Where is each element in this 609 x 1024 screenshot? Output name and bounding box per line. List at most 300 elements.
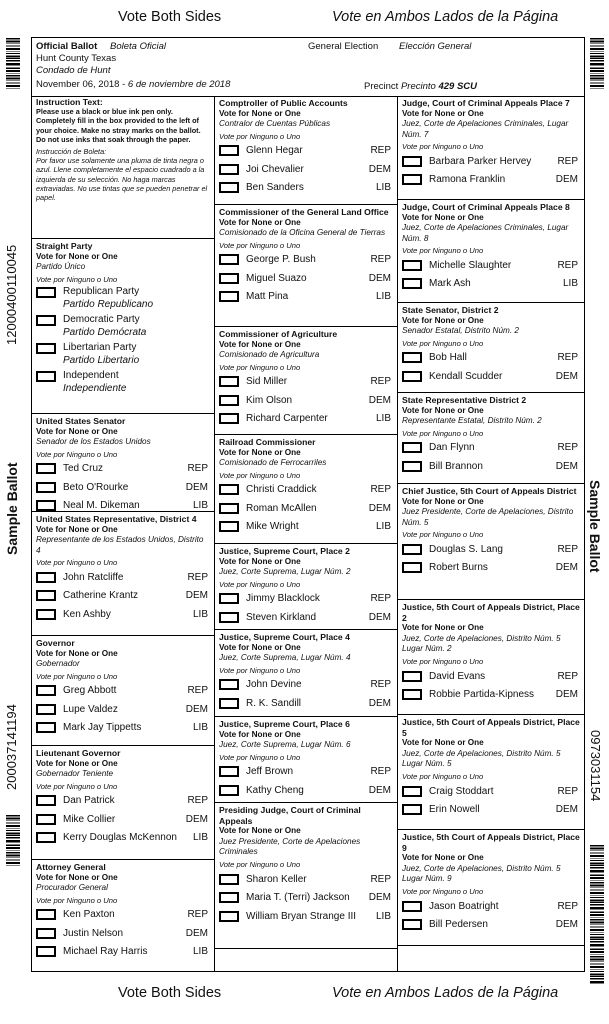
ballot-column-3: [398, 96, 584, 971]
candidate-option[interactable]: [402, 275, 580, 294]
party-name: Libertarian Party: [63, 342, 137, 354]
vote-checkbox[interactable]: [36, 371, 56, 382]
candidate-name: Justin Nelson: [63, 927, 124, 939]
candidate-party: REP: [370, 484, 391, 496]
candidate-party: DEM: [555, 689, 578, 701]
race-rule: Vote for None or One: [36, 872, 118, 882]
candidate-name: Michael Ray Harris: [63, 946, 148, 958]
race-governor: [32, 636, 214, 746]
candidate-option[interactable]: [402, 257, 580, 276]
vote-checkbox[interactable]: [219, 892, 239, 903]
vote-checkbox[interactable]: [36, 704, 56, 715]
vote-checkbox[interactable]: [219, 376, 239, 387]
vote-both-sides-label-es: Vote en Ambos Lados de la Página: [332, 9, 559, 25]
candidate-name: Neal M. Dikeman: [63, 500, 140, 512]
race-rule: Vote for None or One: [402, 853, 484, 863]
candidate-option[interactable]: [402, 916, 580, 935]
vote-checkbox[interactable]: [36, 909, 56, 920]
race-title-es: Comisionado de Agricultura: [219, 350, 320, 360]
candidate-party: DEM: [368, 394, 391, 406]
race-rule-es: Vote por Ninguno o Uno: [219, 579, 301, 589]
candidate-name: Mike Collier: [63, 813, 116, 825]
race-appeals5: [398, 715, 584, 830]
candidate-name: Bob Hall: [429, 352, 467, 364]
race-rule: Vote for None or One: [219, 642, 301, 652]
candidate-name: Robert Burns: [429, 562, 488, 574]
candidate-party: DEM: [368, 611, 391, 623]
vote-checkbox[interactable]: [219, 145, 239, 156]
vote-checkbox[interactable]: [219, 521, 239, 532]
race-rule: Vote for None or One: [402, 623, 484, 633]
race-rule-es: Vote por Ninguno o Uno: [36, 274, 118, 284]
race-title-es: Representante Estatal, Distrito Núm. 2: [402, 416, 542, 426]
candidate-name: Douglas S. Lang: [429, 543, 503, 555]
race-rule: Vote for None or One: [219, 108, 301, 118]
vote-checkbox[interactable]: [36, 832, 56, 843]
candidate-party: DEM: [185, 813, 208, 825]
race-title-es: Juez, Corte Suprema, Lugar Núm. 2: [219, 567, 351, 577]
race-title-es: Gobernador Teniente: [36, 769, 114, 779]
candidate-option[interactable]: [36, 906, 210, 925]
vote-checkbox[interactable]: [219, 612, 239, 623]
candidate-name: Craig Stoddart: [429, 785, 494, 797]
race-title-es: Comisionado de Ferrocarriles: [219, 458, 327, 468]
race-rule-es: Vote por Ninguno o Uno: [219, 859, 301, 869]
race-appeals2: [398, 600, 584, 715]
instructions-title-es: Instrucción de Boleta:: [36, 147, 107, 157]
candidate-option[interactable]: [219, 763, 393, 782]
vote-checkbox[interactable]: [402, 371, 422, 382]
race-rule-es: Vote por Ninguno o Uno: [36, 895, 118, 905]
candidate-option[interactable]: [219, 179, 393, 198]
race-rule: Vote for None or One: [402, 405, 484, 415]
candidate-name: Mark Ash: [429, 278, 471, 290]
race-rule-es: Vote por Ninguno o Uno: [219, 362, 301, 372]
race-state-rep: [398, 393, 584, 484]
candidate-option[interactable]: [36, 606, 210, 625]
candidate-name: Dan Flynn: [429, 442, 475, 454]
candidate-name: Jeff Brown: [246, 766, 294, 778]
race-title: United States Senator: [36, 416, 126, 426]
party-name-es: Partido Demócrata: [63, 327, 147, 339]
race-rule-es: Vote por Ninguno o Uno: [402, 530, 484, 540]
candidate-option[interactable]: [36, 479, 210, 498]
candidate-option[interactable]: [219, 518, 393, 537]
race-rule: Vote for None or One: [36, 426, 118, 436]
candidate-party: DEM: [555, 370, 578, 382]
race-title: Presiding Judge, Court of Criminal Appeals: [219, 805, 361, 826]
straight-party-option[interactable]: [36, 313, 210, 341]
race-rule: Vote for None or One: [219, 729, 301, 739]
vote-checkbox[interactable]: [219, 679, 239, 690]
race-title-es: Juez, Corte Suprema, Lugar Núm. 6: [219, 740, 351, 750]
candidate-option[interactable]: [219, 676, 393, 695]
race-title: Chief Justice, 5th Court of Appeals District: [402, 486, 577, 496]
candidate-option[interactable]: [402, 559, 580, 578]
vote-checkbox[interactable]: [219, 182, 239, 193]
ballot-header: [32, 38, 584, 97]
candidate-option[interactable]: [402, 801, 580, 820]
candidate-party: REP: [370, 376, 391, 388]
vote-checkbox[interactable]: [36, 946, 56, 957]
candidate-name: Dan Patrick: [63, 795, 115, 807]
vote-checkbox[interactable]: [36, 795, 56, 806]
bottom-banner: [0, 985, 609, 1009]
candidate-option[interactable]: [219, 392, 393, 411]
race-title: Lieutenant Governor: [36, 748, 121, 758]
candidate-option[interactable]: [402, 458, 580, 477]
vote-checkbox[interactable]: [219, 503, 239, 514]
race-rule: Vote for None or One: [219, 339, 301, 349]
race-rule-es: Vote por Ninguno o Uno: [402, 771, 484, 781]
vote-checkbox[interactable]: [219, 911, 239, 922]
vote-checkbox[interactable]: [219, 254, 239, 265]
candidate-name: Bill Brannon: [429, 460, 483, 472]
party-name: Republican Party: [63, 286, 140, 298]
candidate-party: REP: [557, 785, 578, 797]
candidate-party: REP: [557, 352, 578, 364]
vote-checkbox[interactable]: [402, 461, 422, 472]
party-name: Democratic Party: [63, 314, 140, 326]
candidate-name: Catherine Krantz: [63, 590, 139, 602]
race-rule-es: Vote por Ninguno o Uno: [402, 142, 484, 152]
vote-checkbox[interactable]: [402, 919, 422, 930]
candidate-name: Erin Nowell: [429, 804, 480, 816]
candidate-option[interactable]: [219, 142, 393, 161]
vote-checkbox[interactable]: [219, 593, 239, 604]
vote-checkbox[interactable]: [36, 928, 56, 939]
candidate-name: Beto O'Rourke: [63, 481, 129, 493]
race-title: Commissioner of Agriculture: [219, 329, 338, 339]
candidate-option[interactable]: [402, 368, 580, 387]
vote-checkbox[interactable]: [219, 273, 239, 284]
candidate-name: Ken Paxton: [63, 909, 115, 921]
candidate-party: REP: [370, 766, 391, 778]
vote-checkbox[interactable]: [219, 874, 239, 885]
left-sample-label: Sample Ballot: [4, 462, 20, 555]
instructions-text: Please use a black or blue ink pen only. Completely fill in the box provided to the left of your choice. Make no stray marks on the ballot. Do not use inks that soak through the paper.: [36, 107, 201, 144]
race-title: United States Representative, District 4: [36, 514, 197, 524]
vote-checkbox[interactable]: [402, 901, 422, 912]
race-appeals9: [398, 830, 584, 946]
race-title-es: Representante de los Estados Unidos, Distrito 4: [36, 535, 204, 555]
candidate-option[interactable]: [36, 829, 210, 848]
candidate-name: Kathy Cheng: [246, 784, 304, 796]
race-rule-es: Vote por Ninguno o Uno: [219, 752, 301, 762]
candidate-party: REP: [370, 593, 391, 605]
race-title-es: Juez, Corte de Apelaciones, Distrito Núm. 5 Lugar Núm. 9: [402, 863, 561, 884]
candidate-option[interactable]: [402, 668, 580, 687]
candidate-name: Ted Cruz: [63, 463, 104, 475]
race-supreme6: [215, 717, 397, 803]
candidate-option[interactable]: [219, 161, 393, 180]
vote-checkbox[interactable]: [219, 413, 239, 424]
candidate-option[interactable]: [402, 349, 580, 368]
candidate-option[interactable]: [219, 481, 393, 500]
election-type: General Election: [308, 41, 379, 52]
vote-checkbox[interactable]: [402, 786, 422, 797]
race-agriculture: [215, 327, 397, 435]
race-title-es: Juez, Corte de Apelaciones Criminales, Lugar Núm. 8: [402, 223, 569, 243]
candidate-option[interactable]: [219, 270, 393, 289]
vote-checkbox[interactable]: [36, 500, 56, 511]
race-railroad: [215, 435, 397, 544]
race-rule: Vote for None or One: [402, 496, 484, 506]
candidate-option[interactable]: [402, 783, 580, 802]
candidate-name: Sid Miller: [246, 376, 288, 388]
race-rule: Vote for None or One: [402, 315, 484, 325]
vote-both-sides-footer: Vote Both Sides: [118, 985, 222, 1001]
ballot-column-2: [215, 96, 398, 971]
candidate-name: R. K. Sandill: [246, 697, 302, 709]
race-title: Justice, 5th Court of Appeals District, Place 5: [402, 717, 580, 738]
candidate-name: Lupe Valdez: [63, 703, 118, 715]
vote-checkbox[interactable]: [219, 766, 239, 777]
vote-checkbox[interactable]: [36, 685, 56, 696]
race-rule-es: Vote por Ninguno o Uno: [219, 240, 301, 250]
candidate-option[interactable]: [402, 439, 580, 458]
candidate-party: REP: [187, 909, 208, 921]
race-title: Comptroller of Public Accounts: [219, 98, 348, 108]
candidate-option[interactable]: [219, 373, 393, 392]
party-name-es: Partido Libertario: [63, 355, 140, 367]
race-title: Judge, Court of Criminal Appeals Place 7: [402, 98, 570, 108]
race-title-es: Juez Presidente, Corte de Apelaciones, Distrito Núm. 5: [402, 507, 574, 527]
candidate-party: LIB: [192, 722, 208, 734]
candidate-party: DEM: [368, 272, 391, 284]
candidate-option[interactable]: [219, 609, 393, 628]
party-name-es: Partido Republicano: [63, 299, 154, 311]
race-title: Railroad Commissioner: [219, 437, 316, 447]
candidate-option[interactable]: [402, 171, 580, 190]
candidate-party: DEM: [185, 481, 208, 493]
barcode-left-top: [6, 38, 20, 90]
candidate-party: DEM: [185, 927, 208, 939]
race-rule: Vote for None or One: [36, 524, 118, 534]
candidate-option[interactable]: [36, 569, 210, 588]
left-serial-bottom: 200037141194: [4, 704, 19, 790]
race-title: Commissioner of the General Land Office: [219, 207, 389, 217]
candidate-name: Richard Carpenter: [246, 413, 328, 425]
candidate-option[interactable]: [219, 908, 393, 927]
vote-checkbox[interactable]: [402, 156, 422, 167]
candidate-option[interactable]: [219, 782, 393, 801]
candidate-name: Ken Ashby: [63, 608, 111, 620]
candidate-name: John Devine: [246, 679, 302, 691]
precinct: Precinct Precinto 429 SCU: [364, 81, 478, 92]
vote-checkbox[interactable]: [402, 174, 422, 185]
race-cca8: [398, 200, 584, 303]
race-lt-governor: [32, 746, 214, 860]
candidate-name: Michelle Slaughter: [429, 259, 512, 271]
candidate-option[interactable]: [219, 590, 393, 609]
candidate-option[interactable]: [402, 686, 580, 705]
vote-checkbox[interactable]: [36, 590, 56, 601]
candidate-party: REP: [557, 155, 578, 167]
candidate-name: Kim Olson: [246, 394, 293, 406]
candidate-name: Miguel Suazo: [246, 272, 307, 284]
candidate-option[interactable]: [36, 943, 210, 962]
candidate-party: REP: [370, 873, 391, 885]
candidate-option[interactable]: [219, 288, 393, 307]
candidate-party: DEM: [555, 174, 578, 186]
race-title-es: Comisionado de la Oficina General de Tierras: [219, 228, 386, 238]
candidate-option[interactable]: [219, 410, 393, 429]
candidate-name: Ramona Franklin: [429, 174, 506, 186]
county-label: Hunt County Texas: [36, 53, 117, 64]
vote-checkbox[interactable]: [219, 698, 239, 709]
vote-checkbox[interactable]: [36, 814, 56, 825]
candidate-option[interactable]: [402, 898, 580, 917]
vote-checkbox[interactable]: [36, 343, 56, 354]
party-name: Independent: [63, 370, 119, 382]
candidate-party: LIB: [375, 521, 391, 533]
candidate-name: Kendall Scudder: [429, 370, 503, 382]
candidate-party: DEM: [368, 892, 391, 904]
race-title-es: Senador de los Estados Unidos: [36, 437, 151, 447]
candidate-party: REP: [187, 463, 208, 475]
candidate-option[interactable]: [402, 541, 580, 560]
candidate-option[interactable]: [219, 500, 393, 519]
party-name-es: Independiente: [63, 383, 127, 395]
race-rule-es: Vote por Ninguno o Uno: [36, 558, 118, 568]
candidate-option[interactable]: [36, 460, 210, 479]
candidate-name: John Ratcliffe: [63, 571, 124, 583]
race-title: State Senator, District 2: [402, 305, 499, 315]
candidate-party: DEM: [368, 163, 391, 175]
vote-checkbox[interactable]: [402, 671, 422, 682]
vote-checkbox[interactable]: [402, 544, 422, 555]
candidate-option[interactable]: [36, 719, 210, 738]
candidate-name: Maria T. (Terri) Jackson: [246, 892, 350, 904]
vote-checkbox[interactable]: [219, 291, 239, 302]
vote-checkbox[interactable]: [36, 722, 56, 733]
vote-checkbox[interactable]: [402, 562, 422, 573]
candidate-option[interactable]: [402, 153, 580, 172]
candidate-party: LIB: [562, 278, 578, 290]
election-type-es: Elección General: [399, 41, 472, 52]
candidate-party: REP: [370, 254, 391, 266]
right-serial: 0973031154: [588, 730, 603, 802]
vote-checkbox[interactable]: [36, 315, 56, 326]
candidate-party: DEM: [555, 804, 578, 816]
candidate-party: DEM: [185, 703, 208, 715]
vote-checkbox[interactable]: [36, 572, 56, 583]
race-title: State Representative District 2: [402, 395, 527, 405]
candidate-option[interactable]: [219, 871, 393, 890]
race-supreme4: [215, 630, 397, 717]
race-rule-es: Vote por Ninguno o Uno: [402, 428, 484, 438]
race-rule-es: Vote por Ninguno o Uno: [36, 449, 118, 459]
vote-checkbox[interactable]: [402, 442, 422, 453]
candidate-option[interactable]: [36, 925, 210, 944]
candidate-option[interactable]: [219, 889, 393, 908]
candidate-party: REP: [557, 900, 578, 912]
race-title: Justice, 5th Court of Appeals District, Place 2: [402, 602, 580, 623]
race-rule-es: Vote por Ninguno o Uno: [402, 656, 484, 666]
straight-party-option[interactable]: [36, 369, 210, 397]
candidate-party: REP: [370, 145, 391, 157]
candidate-option[interactable]: [36, 701, 210, 720]
county-label-es: Condado de Hunt: [36, 65, 111, 76]
candidate-name: Robbie Partida-Kipness: [429, 689, 535, 701]
vote-checkbox[interactable]: [402, 804, 422, 815]
race-title: Straight Party: [36, 241, 93, 251]
race-title-es: Senador Estatal, Distrito Núm. 2: [402, 326, 519, 336]
candidate-party: REP: [557, 442, 578, 454]
race-cca7: [398, 96, 584, 200]
candidate-name: Bill Pedersen: [429, 919, 488, 931]
straight-party-option[interactable]: [36, 285, 210, 313]
candidate-option[interactable]: [219, 695, 393, 714]
race-attorney-general: [32, 860, 214, 970]
candidate-option[interactable]: [36, 682, 210, 701]
top-banner: [0, 9, 609, 33]
race-title-es: Partido Único: [36, 262, 86, 272]
candidate-party: LIB: [375, 910, 391, 922]
vote-checkbox[interactable]: [219, 484, 239, 495]
candidate-option[interactable]: [219, 251, 393, 270]
candidate-name: Matt Pina: [246, 291, 289, 303]
race-rule: Vote for None or One: [36, 251, 118, 261]
candidate-option[interactable]: [36, 792, 210, 811]
candidate-name: Roman McAllen: [246, 502, 317, 514]
candidate-party: REP: [187, 571, 208, 583]
candidate-name: William Bryan Strange III: [246, 910, 357, 922]
race-supreme2: [215, 544, 397, 630]
race-title-es: Juez, Corte de Apelaciones, Distrito Núm. 5 Lugar Núm. 2: [402, 633, 561, 654]
vote-checkbox[interactable]: [36, 482, 56, 493]
race-title-es: Juez, Corte de Apelaciones Criminales, Lugar Núm. 7: [402, 119, 569, 139]
vote-checkbox[interactable]: [36, 463, 56, 474]
vote-checkbox[interactable]: [219, 395, 239, 406]
vote-checkbox[interactable]: [219, 785, 239, 796]
candidate-name: Kerry Douglas McKennon: [63, 832, 177, 844]
race-title: Justice, Supreme Court, Place 4: [219, 632, 350, 642]
candidate-party: DEM: [555, 562, 578, 574]
vote-checkbox[interactable]: [219, 164, 239, 175]
candidate-name: Christi Craddick: [246, 484, 317, 496]
candidate-party: DEM: [368, 697, 391, 709]
race-rule: Vote for None or One: [36, 758, 118, 768]
race-rule: Vote for None or One: [219, 826, 301, 836]
candidate-party: REP: [187, 795, 208, 807]
candidate-party: LIB: [192, 946, 208, 958]
candidate-party: REP: [557, 670, 578, 682]
vote-checkbox[interactable]: [402, 352, 422, 363]
race-us-senator: [32, 414, 214, 512]
election-date: November 06, 2018 - 6 de noviembre de 2018: [36, 79, 231, 90]
straight-party-option[interactable]: [36, 341, 210, 369]
candidate-name: Glenn Hegar: [246, 145, 303, 157]
vote-checkbox[interactable]: [36, 609, 56, 620]
race-title: Judge, Court of Criminal Appeals Place 8: [402, 202, 570, 212]
vote-checkbox[interactable]: [402, 689, 422, 700]
candidate-option[interactable]: [36, 587, 210, 606]
barcode-left-bottom: [6, 815, 20, 867]
race-rule-es: Vote por Ninguno o Uno: [402, 886, 484, 896]
candidate-party: LIB: [192, 608, 208, 620]
candidate-option[interactable]: [36, 811, 210, 830]
official-ballot-label-es: Boleta Oficial: [110, 41, 166, 52]
race-title-es: Contralor de Cuentas Públicas: [219, 119, 331, 129]
vote-checkbox[interactable]: [402, 278, 422, 289]
race-straight-party: [32, 239, 214, 414]
candidate-party: LIB: [192, 832, 208, 844]
vote-checkbox[interactable]: [36, 287, 56, 298]
vote-checkbox[interactable]: [402, 260, 422, 271]
candidate-name: Mike Wright: [246, 521, 299, 533]
